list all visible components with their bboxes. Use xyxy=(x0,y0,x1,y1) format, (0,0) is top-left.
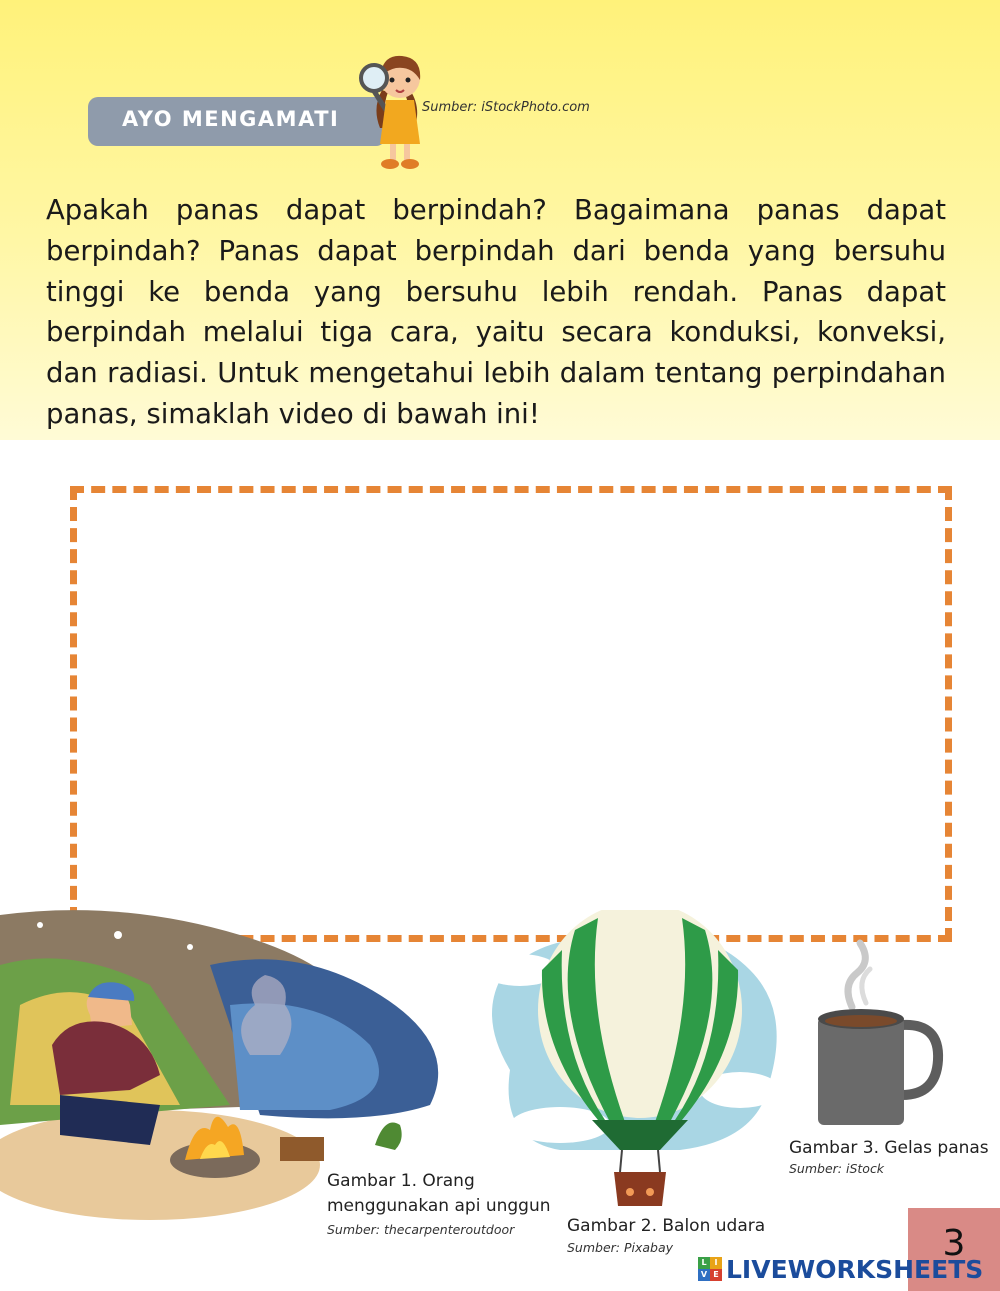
liveworksheets-brand[interactable] xyxy=(698,1252,983,1286)
figure-1-caption-line2: menggunakan api unggun xyxy=(327,1196,551,1216)
brand-name: LIVEWORKSHEETS xyxy=(726,1254,984,1284)
video-placeholder-frame[interactable] xyxy=(70,486,952,942)
hot-mug-icon xyxy=(812,935,947,1135)
figure-2-source: Sumber: Pixabay xyxy=(567,1240,674,1255)
liveworksheets-logo-icon: L I V E xyxy=(698,1257,722,1281)
section-badge: AYO MENGAMATI xyxy=(88,97,386,146)
figure-1-source: Sumber: thecarpenteroutdoor xyxy=(327,1222,515,1237)
figure-2-caption: Gambar 2. Balon udara xyxy=(567,1216,766,1236)
figure-3-caption: Gambar 3. Gelas panas xyxy=(789,1138,989,1158)
figure-1-caption-line1: Gambar 1. Orang xyxy=(327,1171,475,1191)
hot-air-balloon-icon xyxy=(480,910,800,1210)
page-number: 3 xyxy=(908,1208,1000,1291)
intro-paragraph: Apakah panas dapat berpindah? Bagaimana panas dapat berpindah? Panas dapat berpindah dari benda yang bersuhu tinggi ke benda yang bersuhu lebih rendah. Panas dapat berpindah melalui tiga cara, yaitu secara konduksi, konveksi, dan radiasi. Untuk mengetahui lebih dalam tentang perpindahan panas, simaklah video di bawah ini! xyxy=(46,194,946,430)
figure-3-source: Sumber: iStock xyxy=(789,1161,885,1176)
header-image-source: Sumber: iStockPhoto.com xyxy=(422,100,590,115)
